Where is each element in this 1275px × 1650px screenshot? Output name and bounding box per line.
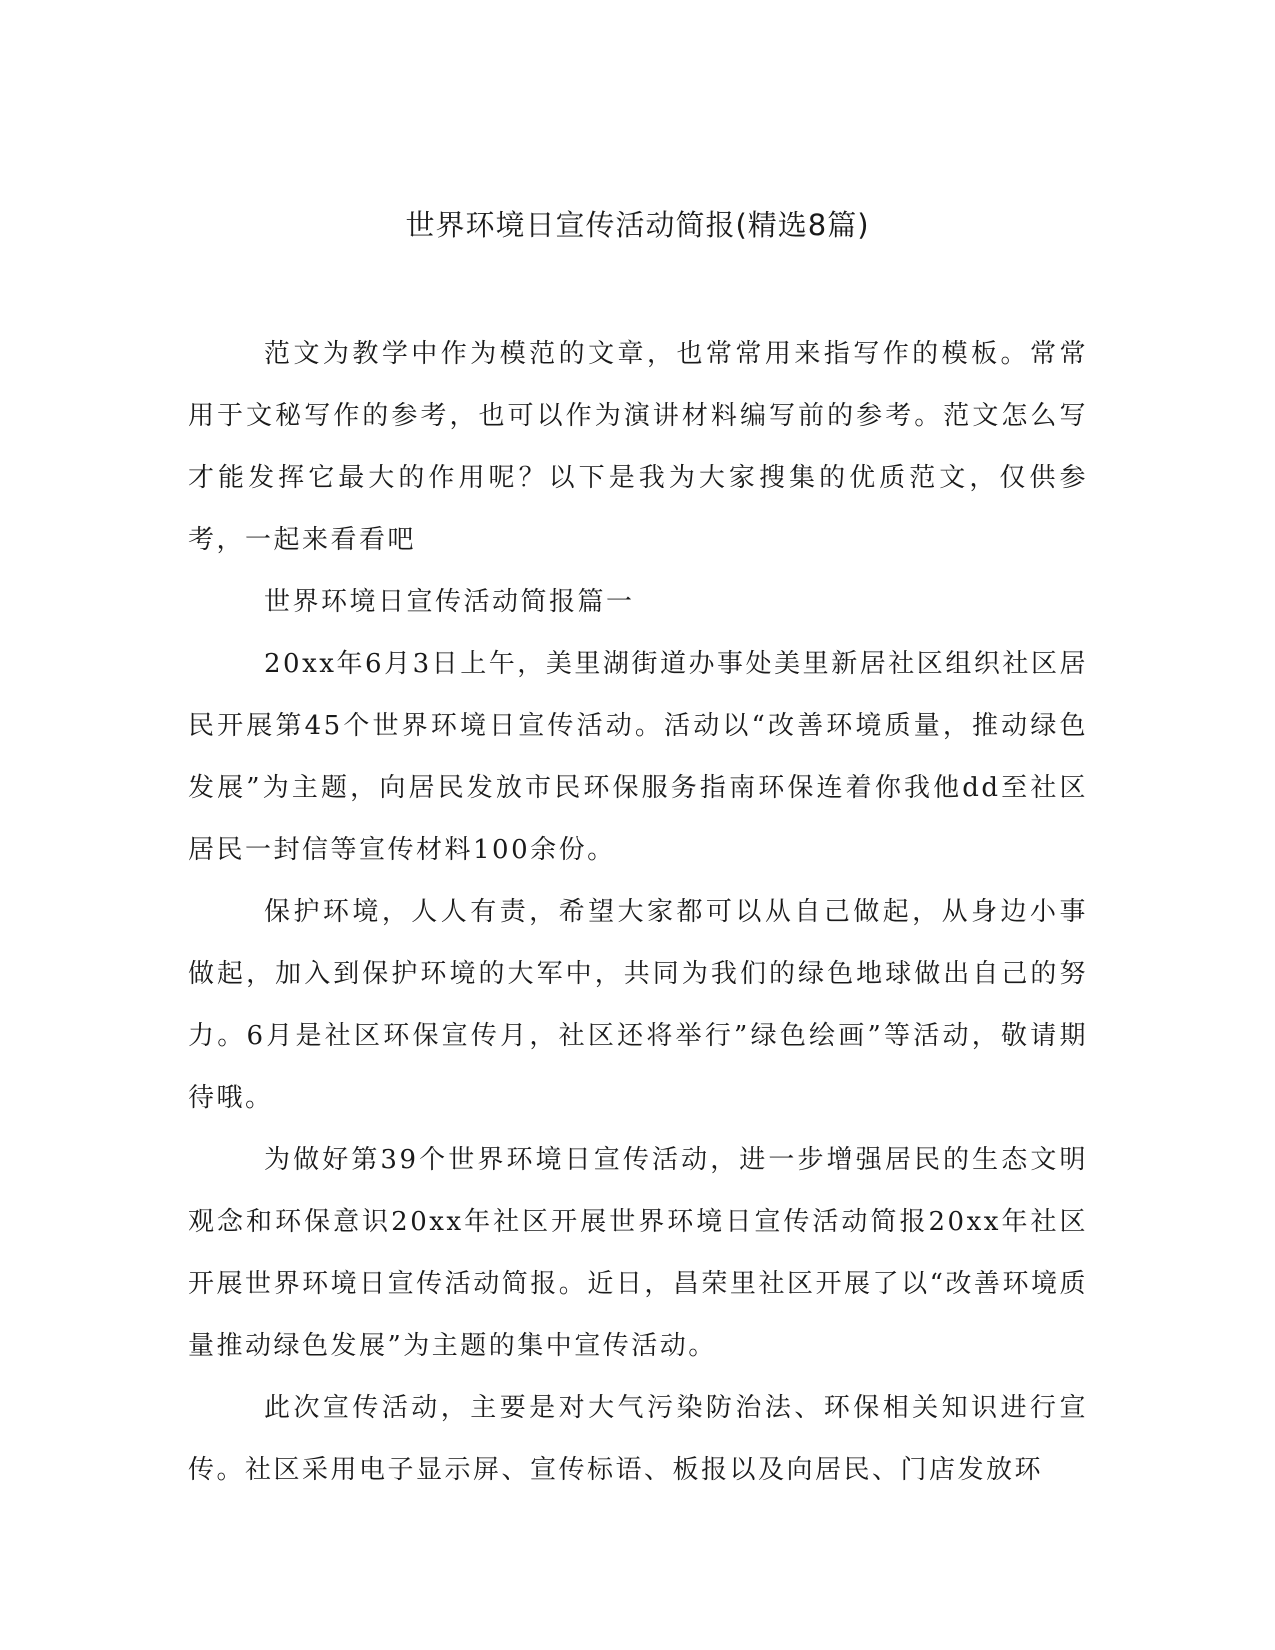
- document-title: 世界环境日宣传活动简报(精选8篇): [405, 208, 870, 242]
- document-body: [188, 323, 1088, 1501]
- paragraph: 此次宣传活动，主要是对大气污染防治法、环保相关知识进行宣传。社区采用电子显示屏、宣传标语、板报以及向居民、门店发放环: [188, 1393, 1088, 1485]
- paragraph: 20xx年6月3日上午，美里湖街道办事处美里新居社区组织社区居民开展第45个世界环境日宣传活动。活动以“改善环境质量，推动绿色发展”为主题，向居民发放市民环保服务指南环保连着你我他dd至社区居民一封信等宣传材料100余份。: [188, 649, 1088, 865]
- paragraph-intro: 范文为教学中作为模范的文章，也常常用来指写作的模板。常常用于文秘写作的参考，也可以作为演讲材料编写前的参考。范文怎么写才能发挥它最大的作用呢？以下是我为大家搜集的优质范文，仅供参考，一起来看看吧: [188, 339, 1088, 555]
- paragraph: 保护环境，人人有责，希望大家都可以从自己做起，从身边小事做起，加入到保护环境的大军中，共同为我们的绿色地球做出自己的努力。6月是社区环保宣传月，社区还将举行”绿色绘画”等活动，敬请期待哦。: [188, 897, 1088, 1113]
- section-heading: 世界环境日宣传活动简报篇一: [264, 587, 635, 617]
- paragraph: 为做好第39个世界环境日宣传活动，进一步增强居民的生态文明观念和环保意识20xx年社区开展世界环境日宣传活动简报20xx年社区开展世界环境日宣传活动简报。近日，昌荣里社区开展了以“改善环境质量推动绿色发展”为主题的集中宣传活动。: [188, 1145, 1088, 1361]
